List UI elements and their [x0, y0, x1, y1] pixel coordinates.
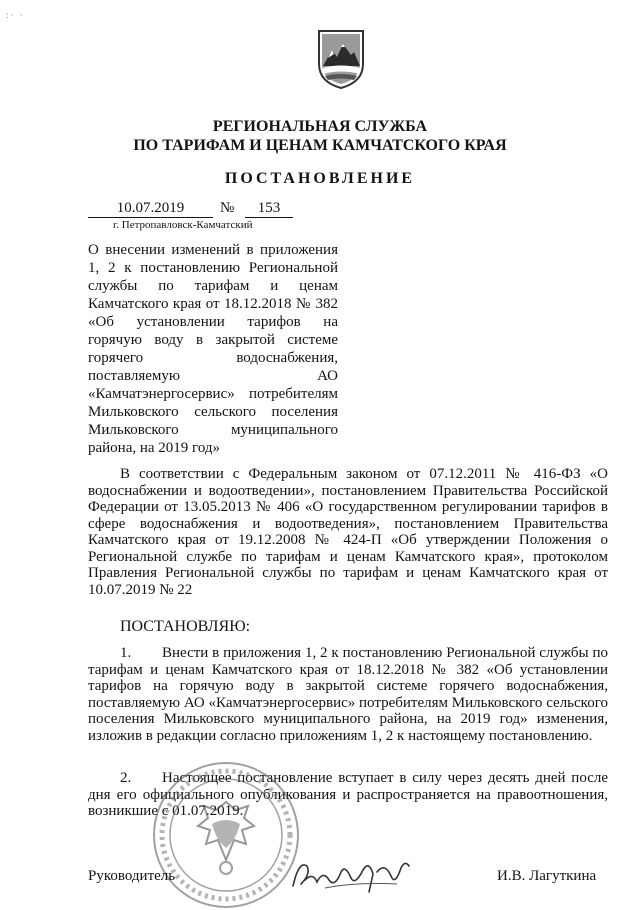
document-subject: О внесении изменений в приложения 1, 2 к постановлению Региональной службы по тарифам и ценам Камчатского края от 18.12.2018 № 382 «Об установлении тарифов на горячую воду в закрытой системе горячего водоснабжения, поставляемую АО «Камчатэнергосервис» потребителям Мильковского сельского поселения Мильковского муниципального района, на 2019 год» [88, 242, 338, 456]
resolve-word: ПОСТАНОВЛЯЮ: [120, 618, 251, 635]
handwritten-signature-icon [285, 852, 415, 896]
scan-corner-mark: :· · [6, 10, 25, 20]
item-text: Внести в приложения 1, 2 к постановлению Региональной службы по тарифам и ценам Камчатского края от 18.12.2018 № 382 «Об установлении тарифов на горячую воду в закрытой системе горячего водоснабжения, поставляемую АО «Камчатэнергосервис» потребителям Мильковского сельского поселения Мильковского муниципального района, на 2019 год» изменения, изложив в редакции согласно приложениям 1, 2 к настоящему постановлению. [88, 645, 608, 744]
number-sign: № [220, 200, 235, 216]
agency-name-line2: ПО ТАРИФАМ И ЦЕНАМ КАМЧАТСКОГО КРАЯ [133, 137, 507, 154]
signer-role: Руководитель [88, 868, 176, 884]
coat-of-arms-icon [316, 28, 366, 90]
item-number: 2. [120, 770, 132, 786]
item-text: Настоящее постановление вступает в силу через десять дней после дня его официального опубликования и распространяется на правоотношения, возникшие с 01.07.2019. [88, 770, 608, 819]
signer-name: И.В. Лагуткина [497, 868, 597, 884]
document-number: 153 [245, 200, 293, 218]
official-seal-icon [146, 760, 306, 910]
legal-basis-paragraph: В соответствии с Федеральным законом от 07.12.2011 № 416-ФЗ «О водоснабжении и водоотведении», постановлением Правительства Российской Федерации от 13.05.2013 № 406 «О государственном регулировании тарифов в сфере водоснабжения и водоотведения», постановлением Правительства Камчатского края от 19.12.2008 № 424-П «Об утверждении Положения о Региональной службе по тарифам и ценам Камчатского края», протоколом Правления Региональной службы по тарифам и ценам Камчатского края от 10.07.2019 № 22 [88, 466, 608, 598]
resolution-item-1 [88, 645, 608, 744]
document-date: 10.07.2019 [88, 200, 213, 218]
agency-name-line1: РЕГИОНАЛЬНАЯ СЛУЖБА [212, 118, 428, 135]
item-number: 1. [120, 645, 132, 661]
document-type: ПОСТАНОВЛЕНИЕ [224, 170, 416, 187]
document-city: г. Петропавловск-Камчатский [113, 219, 253, 231]
